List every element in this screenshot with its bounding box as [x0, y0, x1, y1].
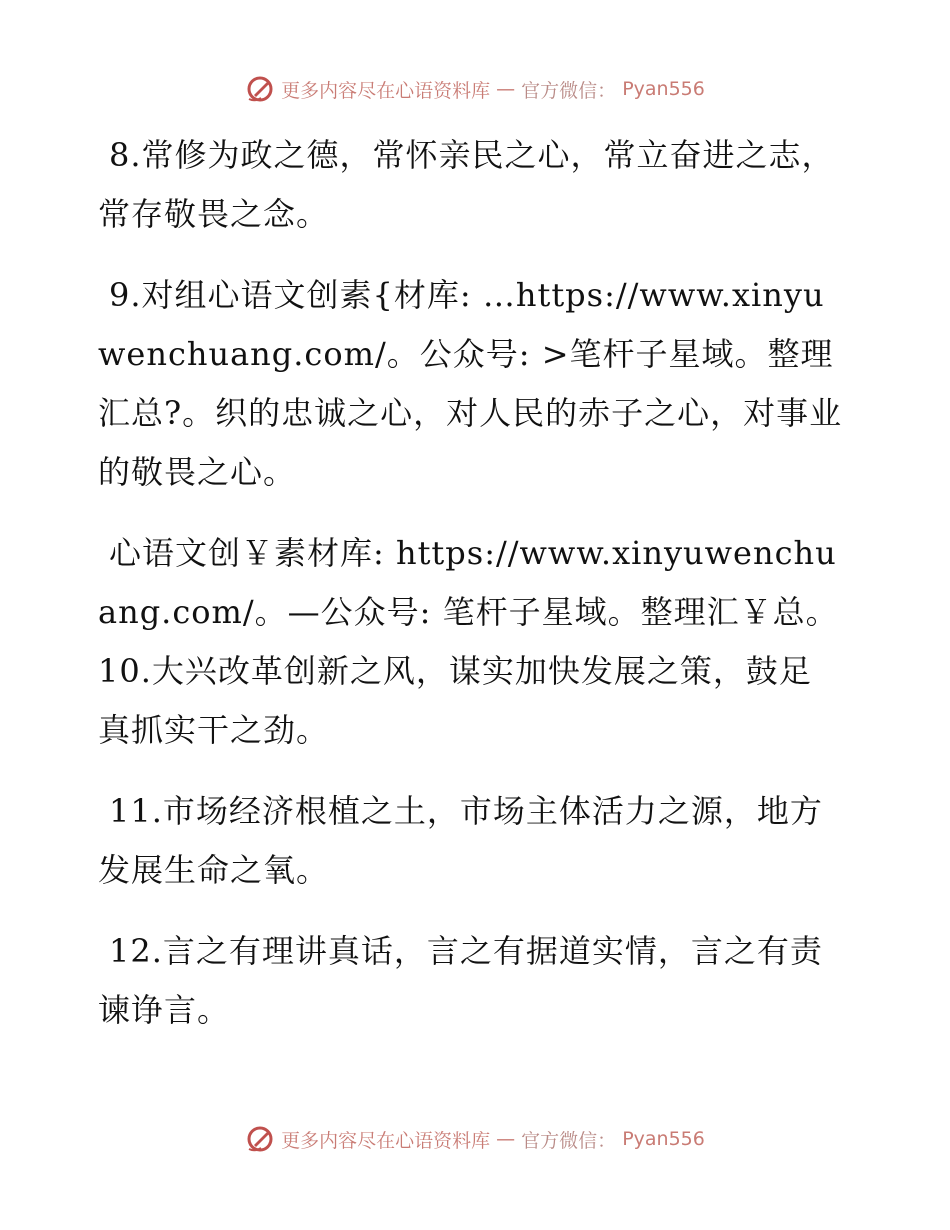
watermark-wechat-id: Pyan556: [622, 78, 705, 100]
paragraph-11: 11.市场经济根植之土，市场主体活力之源，地方发展生命之氧。: [98, 792, 823, 889]
watermark-site-text: 更多内容尽在心语资料库: [281, 1129, 491, 1152]
pen-logo-icon: [245, 1124, 275, 1154]
paragraph-10: 心语文创￥素材库: https://www.xinyuwenchuang.com/。—公众号: 笔杆子星域。整理汇￥总。10.大兴改革创新之风，谋实加快发展之策，鼓足真抓实干之劲。: [98, 534, 839, 749]
watermark-dash: —: [496, 78, 516, 100]
document-body: [98, 126, 843, 1062]
footer-watermark: [0, 1124, 950, 1154]
watermark-dash: —: [496, 1128, 516, 1150]
paragraph-9: 9.对组心语文创素{材库: …https://www.xinyuwenchuang.com/。公众号: >笔杆子星域。整理汇总?。织的忠诚之心，对人民的赤子之心，对事业的敬畏之心。: [98, 276, 843, 491]
pen-logo-icon: [245, 74, 275, 104]
paragraph-12: 12.言之有理讲真话，言之有据道实情，言之有责谏诤言。: [98, 932, 823, 1029]
watermark-site-text: 更多内容尽在心语资料库: [281, 79, 491, 102]
header-watermark: [0, 74, 950, 104]
watermark-wechat-id: Pyan556: [622, 1128, 705, 1150]
paragraph-8: 8.常修为政之德，常怀亲民之心，常立奋进之志，常存敬畏之念。: [98, 136, 835, 233]
watermark-wechat-label: 官方微信：: [521, 79, 617, 102]
watermark-wechat-label: 官方微信：: [521, 1129, 617, 1152]
